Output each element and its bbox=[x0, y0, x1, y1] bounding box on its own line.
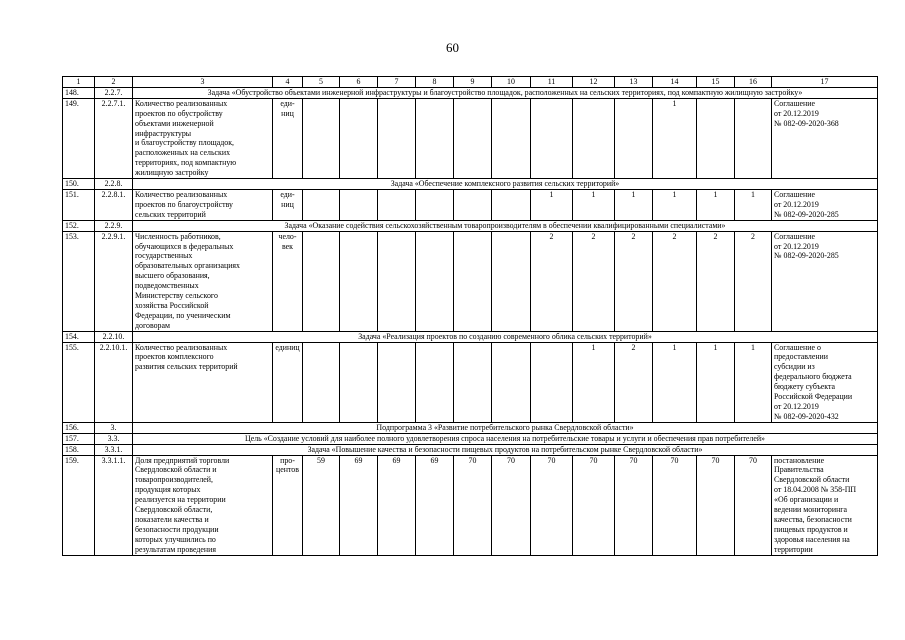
row-number: 154. bbox=[63, 331, 95, 342]
indicator-unit: еди- ниц bbox=[273, 98, 303, 178]
indicator-value: 69 bbox=[340, 455, 378, 555]
indicator-value: 1 bbox=[653, 98, 697, 178]
column-header: 4 bbox=[273, 77, 303, 88]
column-header: 7 bbox=[378, 77, 416, 88]
task-title: Задача «Обустройство объектами инженерной инфраструктуры и благоустройство площадок, расположенных на сельских территориях, под компактную жилищную застройку» bbox=[133, 87, 878, 98]
indicator-value bbox=[735, 98, 772, 178]
indicator-value bbox=[303, 189, 340, 220]
indicator-value: 1 bbox=[573, 189, 615, 220]
indicator-unit: еди- ниц bbox=[273, 189, 303, 220]
indicator-value bbox=[340, 189, 378, 220]
column-header: 5 bbox=[303, 77, 340, 88]
indicator-unit: чело- век bbox=[273, 231, 303, 331]
column-header: 10 bbox=[492, 77, 531, 88]
column-header: 1 bbox=[63, 77, 95, 88]
indicator-value bbox=[615, 98, 653, 178]
indicator-value: 2 bbox=[697, 231, 735, 331]
indicator-value bbox=[416, 189, 454, 220]
task-row bbox=[63, 87, 878, 98]
column-header: 15 bbox=[697, 77, 735, 88]
column-header: 2 bbox=[95, 77, 133, 88]
indicator-value: 70 bbox=[492, 455, 531, 555]
row-code: 3.3.1.1. bbox=[95, 455, 133, 555]
indicator-row bbox=[63, 231, 878, 331]
indicator-basis: Соглашение о предоставлении субсидии из федерального бюджета бюджету субъекта Российской Федерации от 20.12.2019 № 082-09-2020-432 bbox=[772, 342, 878, 422]
row-number: 152. bbox=[63, 220, 95, 231]
indicator-value bbox=[454, 189, 492, 220]
table-body bbox=[63, 77, 878, 556]
task-row bbox=[63, 422, 878, 433]
indicator-name: Количество реализованных проектов по благоустройству сельских территорий bbox=[133, 189, 273, 220]
row-number: 155. bbox=[63, 342, 95, 422]
column-header: 16 bbox=[735, 77, 772, 88]
column-header: 6 bbox=[340, 77, 378, 88]
indicator-row bbox=[63, 455, 878, 555]
column-header: 17 bbox=[772, 77, 878, 88]
task-title: Задача «Обеспечение комплексного развития сельских территорий» bbox=[133, 179, 878, 190]
column-header: 9 bbox=[454, 77, 492, 88]
page-number: 60 bbox=[446, 40, 459, 55]
task-title: Задача «Реализация проектов по созданию современного облика сельских территорий» bbox=[133, 331, 878, 342]
column-header: 11 bbox=[531, 77, 573, 88]
row-code: 2.2.10. bbox=[95, 331, 133, 342]
indicator-value bbox=[378, 231, 416, 331]
indicator-value bbox=[531, 98, 573, 178]
indicator-value: 2 bbox=[531, 231, 573, 331]
indicator-value: 70 bbox=[531, 455, 573, 555]
indicator-value: 70 bbox=[653, 455, 697, 555]
column-header: 12 bbox=[573, 77, 615, 88]
indicator-value bbox=[531, 342, 573, 422]
indicator-value: 59 bbox=[303, 455, 340, 555]
task-row bbox=[63, 220, 878, 231]
indicator-value: 2 bbox=[573, 231, 615, 331]
task-title: Задача «Повышение качества и безопасности пищевых продуктов на потребительском рынке Свердловской области» bbox=[133, 444, 878, 455]
indicator-value bbox=[454, 231, 492, 331]
indicator-value bbox=[340, 98, 378, 178]
indicator-value bbox=[303, 342, 340, 422]
row-number: 150. bbox=[63, 179, 95, 190]
indicator-value: 2 bbox=[615, 342, 653, 422]
row-code: 3. bbox=[95, 422, 133, 433]
column-header: 3 bbox=[133, 77, 273, 88]
indicator-row bbox=[63, 342, 878, 422]
indicator-unit: про- центов bbox=[273, 455, 303, 555]
indicator-value: 70 bbox=[573, 455, 615, 555]
indicator-value: 1 bbox=[653, 189, 697, 220]
indicator-value: 70 bbox=[697, 455, 735, 555]
task-title: Задача «Оказание содействия сельскохозяйственным товаропроизводителям в обеспечении квалифицированными специалистами» bbox=[133, 220, 878, 231]
indicator-value bbox=[378, 189, 416, 220]
indicator-value bbox=[340, 231, 378, 331]
row-number: 149. bbox=[63, 98, 95, 178]
task-row bbox=[63, 444, 878, 455]
row-number: 153. bbox=[63, 231, 95, 331]
indicator-value bbox=[303, 231, 340, 331]
indicator-value bbox=[416, 98, 454, 178]
indicator-value bbox=[378, 98, 416, 178]
row-number: 156. bbox=[63, 422, 95, 433]
indicator-value: 1 bbox=[697, 189, 735, 220]
task-row bbox=[63, 179, 878, 190]
row-code: 3.3.1. bbox=[95, 444, 133, 455]
column-header: 14 bbox=[653, 77, 697, 88]
row-number: 157. bbox=[63, 433, 95, 444]
indicator-value bbox=[303, 98, 340, 178]
task-title: Подпрограмма 3 «Развитие потребительского рынка Свердловской области» bbox=[133, 422, 878, 433]
indicator-value: 70 bbox=[615, 455, 653, 555]
indicator-value bbox=[378, 342, 416, 422]
row-number: 159. bbox=[63, 455, 95, 555]
indicator-value: 69 bbox=[416, 455, 454, 555]
indicator-name: Количество реализованных проектов по обустройству объектами инженерной инфраструктуры и благоустройству площадок, расположенных на сельских территориях, под компактную жилищную застройку bbox=[133, 98, 273, 178]
row-code: 2.2.8.1. bbox=[95, 189, 133, 220]
row-number: 151. bbox=[63, 189, 95, 220]
row-number: 148. bbox=[63, 87, 95, 98]
indicator-value bbox=[340, 342, 378, 422]
indicator-value bbox=[416, 231, 454, 331]
row-code: 2.2.9.1. bbox=[95, 231, 133, 331]
indicator-row bbox=[63, 189, 878, 220]
indicator-value bbox=[492, 189, 531, 220]
indicator-value: 1 bbox=[615, 189, 653, 220]
task-title: Цель «Создание условий для наиболее полного удовлетворения спроса населения на потребительские товары и услуги и обеспечения прав потребителей» bbox=[133, 433, 878, 444]
indicator-basis: Соглашение от 20.12.2019 № 082-09-2020-285 bbox=[772, 189, 878, 220]
indicator-value: 1 bbox=[653, 342, 697, 422]
row-number: 158. bbox=[63, 444, 95, 455]
indicator-value bbox=[492, 342, 531, 422]
indicator-value bbox=[492, 231, 531, 331]
indicator-basis: Соглашение от 20.12.2019 № 082-09-2020-285 bbox=[772, 231, 878, 331]
task-row bbox=[63, 433, 878, 444]
indicator-value bbox=[697, 98, 735, 178]
indicator-value bbox=[454, 98, 492, 178]
indicator-value: 1 bbox=[697, 342, 735, 422]
indicator-value: 70 bbox=[454, 455, 492, 555]
indicator-value: 1 bbox=[573, 342, 615, 422]
indicator-row bbox=[63, 98, 878, 178]
column-header: 13 bbox=[615, 77, 653, 88]
task-row bbox=[63, 331, 878, 342]
indicator-value: 69 bbox=[378, 455, 416, 555]
indicators-table bbox=[62, 76, 878, 556]
row-code: 2.2.7.1. bbox=[95, 98, 133, 178]
indicator-name: Доля предприятий торговли Свердловской области и товаропроизводителей, продукция которых реализуется на территории Свердловской области, показатели качества и безопасности продукции которых улучшились по результатам проведения bbox=[133, 455, 273, 555]
indicator-value: 2 bbox=[735, 231, 772, 331]
row-code: 3.3. bbox=[95, 433, 133, 444]
indicator-value bbox=[454, 342, 492, 422]
indicator-value: 1 bbox=[735, 189, 772, 220]
header-row bbox=[63, 77, 878, 88]
indicator-value: 2 bbox=[653, 231, 697, 331]
indicator-value: 1 bbox=[735, 342, 772, 422]
indicator-name: Численность работников, обучающихся в федеральных государственных образовательных организациях высшего образования, подведомственных Министерству сельского хозяйства Российской Федерации, по ученическим договорам bbox=[133, 231, 273, 331]
indicator-unit: единиц bbox=[273, 342, 303, 422]
row-code: 2.2.7. bbox=[95, 87, 133, 98]
column-header: 8 bbox=[416, 77, 454, 88]
indicator-name: Количество реализованных проектов комплексного развития сельских территорий bbox=[133, 342, 273, 422]
row-code: 2.2.10.1. bbox=[95, 342, 133, 422]
indicator-basis: постановление Правительства Свердловской области от 18.04.2008 № 358-ПП «Об организации и ведении мониторинга качества, безопасности пищевых продуктов и здоровья населения на территории bbox=[772, 455, 878, 555]
row-code: 2.2.8. bbox=[95, 179, 133, 190]
indicator-value bbox=[416, 342, 454, 422]
indicator-basis: Соглашение от 20.12.2019 № 082-09-2020-368 bbox=[772, 98, 878, 178]
row-code: 2.2.9. bbox=[95, 220, 133, 231]
indicator-value: 2 bbox=[615, 231, 653, 331]
indicator-value bbox=[573, 98, 615, 178]
indicator-value bbox=[492, 98, 531, 178]
indicator-value: 70 bbox=[735, 455, 772, 555]
indicator-value: 1 bbox=[531, 189, 573, 220]
